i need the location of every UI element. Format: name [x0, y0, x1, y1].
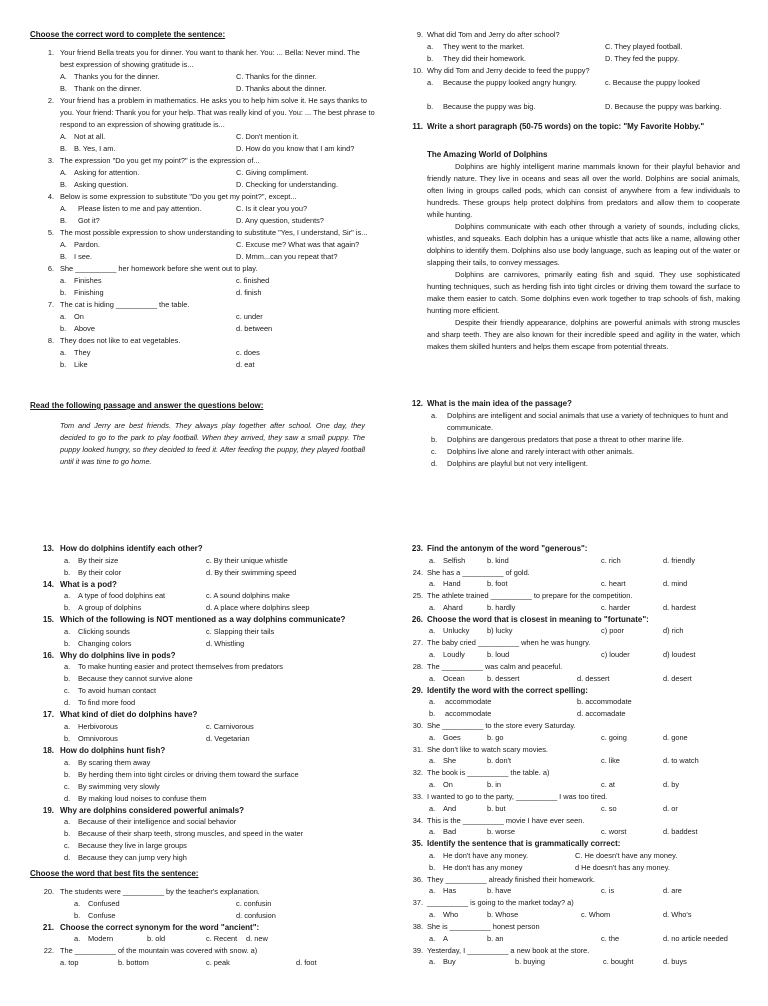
question-38: 38. She is __________ honest person: [412, 921, 540, 931]
option-b[interactable]: A group of dolphins: [78, 603, 142, 613]
option-b[interactable]: b. don't: [487, 756, 512, 766]
option-c[interactable]: c. By their unique whistle: [206, 555, 288, 565]
question-35: 35. Identify the sentence that is grammatically correct:: [411, 839, 621, 849]
option-c[interactable]: c) poor: [601, 626, 625, 636]
option-b[interactable]: By their color: [78, 567, 122, 577]
option-b[interactable]: b) lucky: [487, 626, 513, 636]
option-d[interactable]: D. Because the puppy was barking.: [605, 102, 722, 111]
option-c[interactable]: c. rich: [601, 555, 621, 565]
option-c[interactable]: C. Excuse me? What was that again?: [236, 240, 360, 249]
option-row: B. Thank on the dinner. D. Thanks about the dinner.: [60, 84, 327, 93]
option-c[interactable]: c. Carnivorous: [206, 721, 254, 731]
question-10: 10. Why did Tom and Jerry decide to feed the puppy?: [412, 66, 590, 75]
option-a[interactable]: Hand: [443, 579, 461, 589]
question-5: 5. The most possible expression to show understanding to substitute "Yes, I understand, Sir" is...: [47, 228, 368, 237]
option-a[interactable]: They: [74, 348, 91, 357]
option-c[interactable]: By swimming very slowly: [78, 781, 160, 791]
option-d[interactable]: d. desert: [663, 673, 692, 683]
option-d[interactable]: Because they can jump very high: [78, 853, 187, 863]
question-16: 16. Why do dolphins live in pods?: [42, 650, 176, 660]
option-b[interactable]: Changing colors: [78, 638, 132, 648]
option-b[interactable]: Because of their sharp teeth, strong muscles, and speed in the water: [78, 829, 304, 839]
option-c[interactable]: C. Thanks for the dinner.: [236, 72, 317, 81]
option-d[interactable]: D. Mmm...can you repeat that?: [236, 252, 338, 261]
option-d[interactable]: D. They fed the puppy.: [605, 54, 680, 63]
option-b[interactable]: Dolphins are dangerous predators that pose a threat to other marine life.: [447, 435, 684, 444]
question-11: 11. Write a short paragraph (50-75 words) on the topic: "My Favorite Hobby.": [412, 122, 705, 131]
option-a[interactable]: Not at all.: [74, 132, 106, 141]
option-d[interactable]: To find more food: [78, 698, 136, 708]
option-d[interactable]: D. Checking for understanding.: [236, 180, 338, 189]
option-a[interactable]: Buy: [443, 957, 456, 967]
option-d[interactable]: d. foot: [296, 957, 317, 967]
question-39: 39. Yesterday, I __________ a new book at the store.: [412, 945, 590, 955]
option-c[interactable]: c. Slapping their tails: [206, 626, 275, 636]
option-b[interactable]: b. in: [487, 779, 501, 789]
option-a[interactable]: Pardon.: [74, 240, 100, 249]
option-d[interactable]: d. to watch: [663, 756, 699, 766]
option-d[interactable]: d. between: [236, 324, 273, 333]
option-c[interactable]: C. Don't mention it.: [236, 132, 299, 141]
option-a[interactable]: Unlucky: [443, 626, 470, 636]
option-c[interactable]: c. the: [601, 933, 620, 943]
essay-body: [405, 161, 740, 353]
option-c[interactable]: c. at: [601, 779, 615, 789]
option-b[interactable]: Omnivorous: [78, 733, 118, 743]
option-a[interactable]: He don't have any money.: [443, 850, 529, 860]
option-c[interactable]: d. dessert: [577, 673, 610, 683]
option-b[interactable]: Confuse: [88, 910, 116, 920]
option-b[interactable]: He don't has any money: [443, 862, 523, 872]
option-b[interactable]: b. bottom: [118, 957, 149, 967]
question-12-block: 12. What is the main idea of the passage? a. Dolphins are intelligent and social animals that use a variety of techniques to hunt and communicate. b. Dolphins are dangerous predators that pose a threat to other marine life. c. Dolphins live alone and rarely interact with other animals. d. Dolphins are playful but not very intelligent.: [405, 398, 740, 470]
option-a[interactable]: On: [74, 312, 84, 321]
top-right-column: 9. What did Tom and Jerry do after school? a. They went to the market. C. They played football. b. They did their homework. D. They fed the puppy. 10. Why did Tom and Jerry decide to feed the puppy? a. Because the puppy looked angry hungry. c. Because the puppy looked b. Because the puppy was big. D. Because the puppy was barking. 11. Write a short paragraph (50-75 words) on the topic: "My Favorite Hobby." The Amazing World of Dolphins Dolphins are highly intelligent marine mammals known for their playful behavior and friendly nature. They live in oceans and seas all over the world. Dolphins are social animals, often living in groups called pods, which can consist of anywhere from a few individuals to hundreds. These groups help protect dolphins from predators and allow them to cooperate while hunting. Dolphins communicate with each other through a variety of sounds, including clicks, whistles, and squeaks. Each dolphin has a unique whistle that acts like a name, allowing other dolphins to identify them. Dolphins also use body language, such as leaping out of the water or slapping their tails, to convey messages. Dolphins are carnivores, primarily eating fish and squid. They use sophisticated hunting techniques, such as herding fish into tight circles or driving them toward the surface to make them easier to catch. Some dolphins even work together to trap schools of fish, making hunting more efficient. Despite their friendly appearance, dolphins are powerful animals with strong muscles and sharp teeth. They are also known for their incredible speed and agility in the water, which makes them skilled hunters and helps them escape from potential threats.: [405, 29, 740, 353]
question-29: 29. Identify the word with the correct spelling:: [411, 685, 588, 695]
option-c[interactable]: c. heart: [601, 579, 626, 589]
question-37: 37. __________ is going to the market today? a): [412, 898, 574, 908]
option-b[interactable]: b. buying: [515, 957, 545, 967]
section-heading: Read the following passage and answer the questions below:: [30, 401, 264, 410]
option-b[interactable]: B. Yes, I am.: [74, 144, 116, 153]
option-c[interactable]: c. going: [601, 732, 627, 742]
top-left-column: Choose the correct word to complete the sentence: 1. Your friend Bella treats you for dinner. You want to thank her. You: ... Bella: Never mind. The best expression of showing gratitude is... A. Thanks you for the dinner. C. Thanks for the dinner. B. Thank on the dinner. D. Thanks about the dinner. 2. Your friend has a problem in mathematics. He asks you to help him solve it. He says thanks to you. Your friend: Thank you for your help. That was really kind of you. You: ... The best phrase to respond to an expression of showing gratitude is... A. Not at all. C. Don't mention it. B. B. Yes, I am. D. How do you know that I am kind? 3. The expression "Do you get my point?" is the expression of... A. Asking for attention. C. Giving compliment. B. Asking question. D. Checking for understanding. 4. Below is some expression to substitute "Do you get my point?", except... A. Please listen to me and pay attention. C. Is it clear you you? B. Got it? D. Any question, students? 5. The most possible expression to show understanding to substitute "Yes, I understand, Sir" is... A. Pardon. C. Excuse me? What was that again? B. I see. D. Mmm...can you repeat that? 6. She __________ her homework before she went out to play. a. Finishes c. finished b. Finishing d. finish 7. The cat is hiding __________ the table. a. On c. under b. Above d. between 8. They does not like to eat vegetables. a. They c. does b. Like d. eat: [30, 30, 375, 369]
option-a[interactable]: They went to the market.: [443, 42, 525, 51]
option-c[interactable]: c) louder: [601, 649, 630, 659]
option-d[interactable]: d. hardest: [663, 602, 696, 612]
question-34: 34. This is the __________ movie I have ever seen.: [412, 815, 585, 825]
option-d[interactable]: d. accomadate: [577, 709, 626, 719]
option-b[interactable]: b. but: [487, 803, 506, 813]
option-b[interactable]: I see.: [74, 252, 93, 261]
option-b[interactable]: b. kind: [487, 555, 509, 565]
option-row: A. Thanks you for the dinner. C. Thanks for the dinner.: [60, 72, 317, 81]
option-a[interactable]: A type of food dolphins eat: [78, 591, 166, 601]
option-a[interactable]: Who: [443, 909, 459, 919]
option-d[interactable]: d. Who's: [663, 909, 692, 919]
option-a[interactable]: A: [443, 933, 448, 943]
question-19: 19. Why are dolphins considered powerful animals?: [42, 805, 245, 815]
option-a[interactable]: Selfish: [443, 555, 466, 565]
option-b[interactable]: b. worse: [487, 827, 515, 837]
option-d[interactable]: d. mind: [663, 579, 688, 589]
option-a[interactable]: She: [443, 756, 457, 766]
essay-title: The Amazing World of Dolphins: [427, 150, 548, 159]
option-d[interactable]: d) rich: [663, 626, 684, 636]
question-6: 6. She __________ her homework before she went out to play.: [47, 264, 258, 273]
question-3: 3. The expression "Do you get my point?" is the expression of...: [47, 156, 260, 165]
option-a[interactable]: Finishes: [74, 276, 102, 285]
option-a[interactable]: Has: [443, 886, 457, 896]
option-c[interactable]: C. He doesn't have any money.: [575, 850, 678, 860]
question-33: 33. I wanted to go to the party, __________ I was too tired.: [412, 791, 608, 801]
question-22: 22. The __________ of the mountain was covered with snow. a): [43, 946, 258, 956]
question-number: 1.: [47, 48, 54, 57]
option-b[interactable]: Thank on the dinner.: [74, 84, 142, 93]
question-17: 17. What kind of diet do dolphins have?: [42, 710, 198, 720]
option-d[interactable]: d. are: [663, 886, 682, 896]
option-c[interactable]: c. does: [236, 348, 260, 357]
option-c[interactable]: Because they live in large groups: [78, 841, 187, 851]
option-c[interactable]: accommodate: [445, 709, 492, 719]
section-heading: Choose the correct word to complete the sentence:: [30, 30, 226, 39]
option-b[interactable]: Above: [74, 324, 95, 333]
option-a[interactable]: Bad: [443, 827, 457, 837]
option-c[interactable]: c. bought: [603, 957, 634, 967]
question-12: 12. What is the main idea of the passage?: [411, 399, 572, 408]
option-a[interactable]: Clicking sounds: [78, 626, 130, 636]
question-text: Your friend has a problem in mathematics. He asks you to help him solve it. He says thanks to you. Your friend: Thank you for your help. That was really kind of you. You: ... The best phrase to respond to an expression of showing gratitude is...: [60, 96, 375, 129]
question-32: 32. The book is __________ the table. a): [412, 768, 550, 778]
option-a[interactable]: By scaring them away: [78, 757, 151, 767]
option-a[interactable]: Confused: [88, 898, 120, 908]
option-b[interactable]: b. loud: [487, 649, 510, 659]
option-c[interactable]: c. Whom: [581, 909, 611, 919]
option-b[interactable]: By herding them into tight circles or driving them toward the surface: [78, 769, 299, 779]
option-a[interactable]: Because of their intelligence and social behavior: [78, 817, 237, 827]
option-b[interactable]: b. foot: [487, 579, 508, 589]
option-d[interactable]: D. Thanks about the dinner.: [236, 84, 327, 93]
option-a[interactable]: Thanks you for the dinner.: [74, 72, 160, 81]
option-a[interactable]: And: [443, 803, 457, 813]
section-heading: Choose the word that best fits the sentence:: [30, 869, 199, 879]
option-a[interactable]: Ahard: [443, 602, 463, 612]
option-d[interactable]: d. new: [246, 934, 268, 944]
question-7: 7. The cat is hiding __________ the table.: [47, 300, 190, 309]
question-14: 14. What is a pod?: [42, 579, 117, 589]
option-d[interactable]: d) loudest: [663, 649, 696, 659]
option-b[interactable]: Like: [74, 360, 88, 369]
option-d[interactable]: d. confusion: [236, 910, 276, 920]
option-c[interactable]: c. is: [601, 886, 615, 896]
option-d[interactable]: d. friendly: [663, 555, 696, 565]
option-a[interactable]: Dolphins are intelligent and social animals that use a variety of techniques to hunt and communicate.: [447, 411, 729, 432]
question-9: 9. What did Tom and Jerry do after school?: [416, 30, 560, 39]
option-d[interactable]: d. no article needed: [663, 933, 728, 943]
option-b[interactable]: b. dessert: [487, 673, 520, 683]
option-d[interactable]: d. Vegetarian: [206, 733, 250, 743]
question-text: Your friend Bella treats you for dinner. You want to thank her. You: ... Bella: Never mind. The best expression of showing gratitude is...: [60, 48, 360, 69]
option-c[interactable]: c. Recent: [206, 934, 238, 944]
question-28: 28. The __________ was calm and peaceful.: [412, 661, 563, 671]
question-18: 18. How do dolphins hunt fish?: [42, 745, 166, 755]
option-c[interactable]: c. worst: [601, 827, 627, 837]
essay-paragraph: Dolphins are carnivores, primarily eating fish and squid. They use sophisticated hunting techniques, such as herding fish into tight circles or driving them toward the surface to make them easier to catch. Some dolphins even work together to trap schools of fish, making hunting more efficient.: [427, 270, 740, 315]
option-a[interactable]: Loudly: [443, 649, 465, 659]
option-a[interactable]: Asking for attention.: [74, 168, 140, 177]
option-b[interactable]: b. an: [487, 933, 504, 943]
option-d[interactable]: D. How do you know that I am kind?: [236, 144, 355, 153]
option-a[interactable]: a. top: [60, 957, 79, 967]
option-b[interactable]: Asking question.: [74, 180, 129, 189]
option-a[interactable]: Please listen to me and pay attention.: [78, 204, 202, 213]
option-c[interactable]: c. finished: [236, 276, 270, 285]
option-b[interactable]: b. Whose: [487, 909, 519, 919]
option-c[interactable]: c. harder: [601, 602, 631, 612]
reading-section: [30, 400, 375, 468]
option-b[interactable]: b. hardly: [487, 602, 516, 612]
question-26: 26. Choose the word that is closest in meaning to "fortunate":: [411, 614, 649, 624]
option-a[interactable]: Ocean: [443, 673, 465, 683]
option-c[interactable]: C. They played football.: [605, 42, 683, 51]
question-31: 31. She don't like to watch scary movies.: [412, 744, 548, 754]
option-a[interactable]: To make hunting easier and protect themselves from predators: [78, 662, 283, 672]
option-b[interactable]: b. go: [487, 732, 504, 742]
option-c[interactable]: Dolphins live alone and rarely interact with other animals.: [447, 447, 634, 456]
option-d[interactable]: d. finish: [236, 288, 262, 297]
option-b[interactable]: Finishing: [74, 288, 104, 297]
option-a[interactable]: Goes: [443, 732, 461, 742]
option-a[interactable]: accommodate: [445, 697, 492, 707]
option-d[interactable]: d He doesn't has any money.: [575, 862, 670, 872]
option-d[interactable]: d. buys: [663, 957, 687, 967]
option-b[interactable]: Got it?: [78, 216, 100, 225]
option-d[interactable]: Dolphins are playful but not very intelligent.: [447, 459, 588, 468]
option-d[interactable]: d. gone: [663, 732, 688, 742]
bottom-right-column: 23. Find the antonym of the word "generous": a. Selfish b. kind c. rich d. friendly 24. She has a __________ of gold. a. Hand b. foot c. heart d. mind 25. The athlete trained __________ to prepare for the competition. a. Ahard b. hardly c. harder d. hardest 26. Choose the word that is closest in meaning to "fortunate": a. Unlucky b) lucky c) poor d) rich 27. The baby cried __________ when he was hungry. a. Loudly b. loud c) louder d) loudest 28. The __________ was calm and peaceful. a. Ocean b. dessert d. dessert d. desert 29. Identify the word with the correct spelling: a. accommodate b. accommodate b. accommodate d. accomadate 30. She __________ to the store every Saturday. a. Goes b. go c. going d. gone 31. She don't like to watch scary movies. a. She b. don't c. like d. to watch 32. The book is __________ the table. a) a. On b. in c. at d. by 33. I wanted to go to the party, __________ I was too tired. a. And b. but c. so d. or 34. This is the __________ movie I have ever seen. a. Bad b. worse c. worst d. baddest 35. Identify the sentence that is grammatically correct: a. He don't have any money. C. He doesn't have any money. b. He don't has any money d He doesn't has any money. 36. They __________ already finished their homework. a. Has b. have c. is d. are 37. __________ is going to the market today? a) a. Who b. Whose c. Whom d. Who's 38. She is __________ honest person a. A b. an c. the d. no article needed 39. Yesterday, I __________ a new book at the store. a. Buy b. buying c. bought d. buys: [405, 543, 750, 968]
option-a[interactable]: By their size: [78, 555, 119, 565]
option-d[interactable]: d. by: [663, 779, 680, 789]
option-d[interactable]: d. Whistling: [206, 638, 245, 648]
option-c[interactable]: c. confusin: [236, 898, 272, 908]
question-8: 8. They does not like to eat vegetables.: [47, 336, 181, 345]
option-d[interactable]: d. baddest: [663, 827, 698, 837]
option-d[interactable]: d. By their swimming speed: [206, 567, 297, 577]
question-25: 25. The athlete trained __________ to prepare for the competition.: [412, 591, 633, 601]
option-c[interactable]: c. so: [601, 803, 617, 813]
reading-passage: Tom and Jerry are best friends. They always play together after school. One day, they decided to go to the park to play football. When they arrived, they saw a small puppy. The puppy looked hungry, so they decided to feed it. After feeding the puppy, they played football until it was time to go home.: [60, 421, 365, 466]
question-27: 27. The baby cried __________ when he was hungry.: [412, 638, 591, 648]
option-d[interactable]: d. A place where dolphins sleep: [206, 603, 310, 613]
option-d[interactable]: d. eat: [236, 360, 255, 369]
question-13: 13. How do dolphins identify each other?: [42, 544, 203, 553]
question-23: 23. Find the antonym of the word "generous":: [411, 544, 588, 553]
option-c[interactable]: To avoid human contact: [78, 686, 157, 696]
option-b[interactable]: They did their homework.: [443, 54, 526, 63]
option-c[interactable]: c. like: [601, 756, 620, 766]
option-b[interactable]: b. accommodate: [577, 697, 632, 707]
question-36: 36. They __________ already finished their homework.: [412, 874, 596, 884]
question-21: 21. Choose the correct synonym for the word "ancient":: [42, 922, 260, 932]
option-c[interactable]: c. peak: [206, 957, 230, 967]
question-15: 15. Which of the following is NOT mentioned as a way dolphins communicate?: [42, 615, 346, 625]
option-b[interactable]: Because the puppy was big.: [443, 102, 536, 111]
option-d[interactable]: d. or: [663, 803, 678, 813]
option-b[interactable]: Because they cannot survive alone: [78, 674, 193, 684]
question-4: 4. Below is some expression to substitute "Do you get my point?", except...: [47, 192, 297, 201]
option-c[interactable]: C. Giving compliment.: [236, 168, 309, 177]
option-a[interactable]: On: [443, 779, 453, 789]
option-a[interactable]: Modern: [88, 934, 114, 944]
option-c[interactable]: c. Because the puppy looked: [605, 78, 700, 87]
bottom-left-column: 13. How do dolphins identify each other? a. By their size c. By their unique whistle b. By their color d. By their swimming speed 14. What is a pod? a. A type of food dolphins eat c. A sound dolphins make b. A group of dolphins d. A place where dolphins sleep 15. Which of the following is NOT mentioned as a way dolphins communicate? a. Clicking sounds c. Slapping their tails b. Changing colors d. Whistling 16. Why do dolphins live in pods? a. To make hunting easier and protect themselves from predators b. Because they cannot survive alone c. To avoid human contact d. To find more food 17. What kind of diet do dolphins have? a. Herbivorous c. Carnivorous b. Omnivorous d. Vegetarian 18. How do dolphins hunt fish? a. By scaring them away b. By herding them into tight circles or driving them toward the surface c. By swimming very slowly d. By making loud noises to confuse them 19. Why are dolphins considered powerful animals? a. Because of their intelligence and social behavior b. Because of their sharp teeth, strong muscles, and speed in the water c. Because they live in large groups d. Because they can jump very high Choose the word that best fits the sentence: 20. The students were __________ by the teacher's explanation. a. Confused c. confusin b. Confuse d. confusion 21. Choose the correct synonym for the word "ancient": a. Modern b. old c. Recent d. new 22. The __________ of the mountain was covered with snow. a) a. top b. bottom c. peak d. foot: [30, 543, 375, 969]
question-20: 20. The students were __________ by the teacher's explanation.: [43, 887, 260, 897]
essay-paragraph: Despite their friendly appearance, dolphins are powerful animals with strong muscles and sharp teeth. They are also known for their incredible speed and agility in the water, which makes them skilled hunters and helps them escape from potential threats.: [427, 318, 740, 351]
essay-paragraph: Dolphins are highly intelligent marine mammals known for their playful behavior and friendly nature. They live in oceans and seas all over the world. Dolphins are social animals, often living in groups called pods, which can consist of anywhere from a few individuals to hundreds. These groups help protect dolphins from predators and allow them to cooperate while hunting.: [427, 162, 740, 219]
option-c[interactable]: C. Is it clear you you?: [236, 204, 308, 213]
question-1: [30, 47, 375, 71]
question-30: 30. She __________ to the store every Saturday.: [412, 721, 576, 731]
option-d[interactable]: D. Any question, students?: [236, 216, 324, 225]
option-b[interactable]: b. have: [487, 886, 512, 896]
question-24: 24. She has a __________ of gold.: [412, 567, 530, 577]
option-c[interactable]: c. A sound dolphins make: [206, 591, 290, 601]
option-d[interactable]: By making loud noises to confuse them: [78, 793, 207, 803]
option-a[interactable]: Because the puppy looked angry hungry.: [443, 78, 577, 87]
option-c[interactable]: c. under: [236, 312, 263, 321]
question-2: 2. Your friend has a problem in mathematics. He asks you to help him solve it. He says thanks to you. Your friend: Thank you for your help. That was really kind of you. You: ... The best phrase to respond to an expression of showing gratitude is...: [47, 96, 375, 129]
essay-paragraph: Dolphins communicate with each other through a variety of sounds, including clicks, whistles, and squeaks. Each dolphin has a unique whistle that acts like a name, allowing other dolphins to identify them. Dolphins also use body language, such as leaping out of the water or slapping their tails, to convey messages.: [427, 222, 740, 267]
option-b[interactable]: b. old: [147, 934, 166, 944]
option-a[interactable]: Herbivorous: [78, 721, 118, 731]
